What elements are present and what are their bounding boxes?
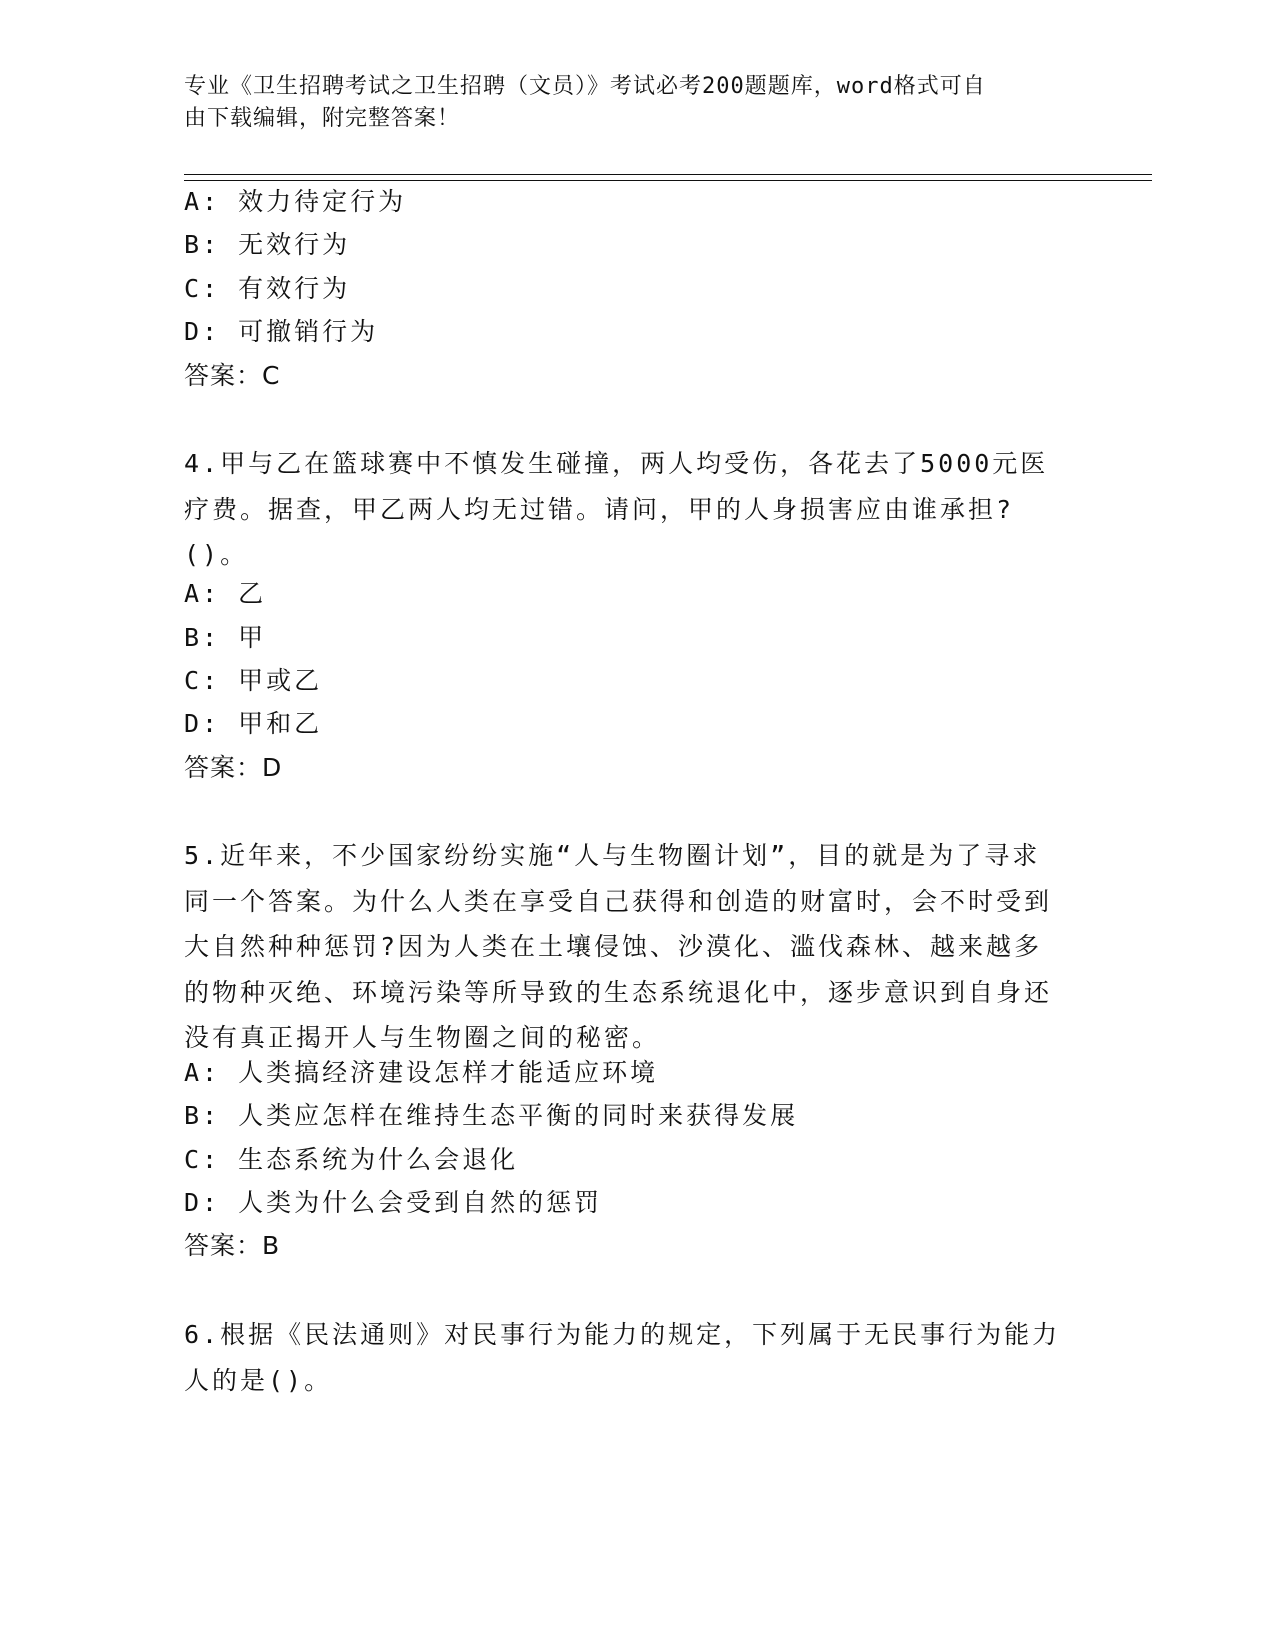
header-line-1: 专业《卫生招聘考试之卫生招聘（文员）》考试必考200题题库，word格式可自 (184, 74, 986, 99)
option-d: D: 甲和乙 (184, 709, 323, 738)
question-text: 6.根据《民法通则》对民事行为能力的规定，下列属于无民事行为能力人的是()。 (184, 1320, 1061, 1395)
option-c: C: 有效行为 (184, 274, 351, 303)
option-b: B: 甲 (184, 623, 267, 652)
option-c: C: 生态系统为什么会退化 (184, 1145, 519, 1174)
option-d: D: 可撤销行为 (184, 317, 379, 346)
option-d: D: 人类为什么会受到自然的惩罚 (184, 1188, 603, 1217)
header-divider-bottom (184, 180, 1152, 181)
option-c: C: 甲或乙 (184, 666, 323, 695)
option-b: B: 人类应怎样在维持生态平衡的同时来获得发展 (184, 1101, 799, 1130)
option-a: A: 效力待定行为 (184, 187, 407, 216)
question-text: 5.近年来，不少国家纷纷实施“人与生物圈计划”，目的就是为了寻求同一个答案。为什么人类在享受自己获得和创造的财富时，会不时受到大自然种种惩罚?因为人类在土壤侵蚀、沙漠化、滥伐森林、越来越多的物种灭绝、环境污染等所导致的生态系统退化中，逐步意识到自身还没有真正揭开人与生物圈之间的秘密。 (184, 841, 1053, 1052)
answer: 答案：B (184, 1231, 281, 1260)
option-a: A: 乙 (184, 579, 267, 608)
document-header (184, 71, 1064, 135)
answer: 答案：C (184, 361, 281, 390)
option-a: A: 人类搞经济建设怎样才能适应环境 (184, 1058, 659, 1087)
header-line-2: 由下载编辑，附完整答案！ (184, 106, 461, 131)
answer: 答案：D (184, 753, 283, 782)
header-divider-top (184, 174, 1152, 175)
question-text: 4.甲与乙在篮球赛中不慎发生碰撞，两人均受伤，各花去了5000元医疗费。据查，甲乙两人均无过错。请问，甲的人身损害应由谁承担?()。 (184, 449, 1049, 569)
option-b: B: 无效行为 (184, 230, 351, 259)
